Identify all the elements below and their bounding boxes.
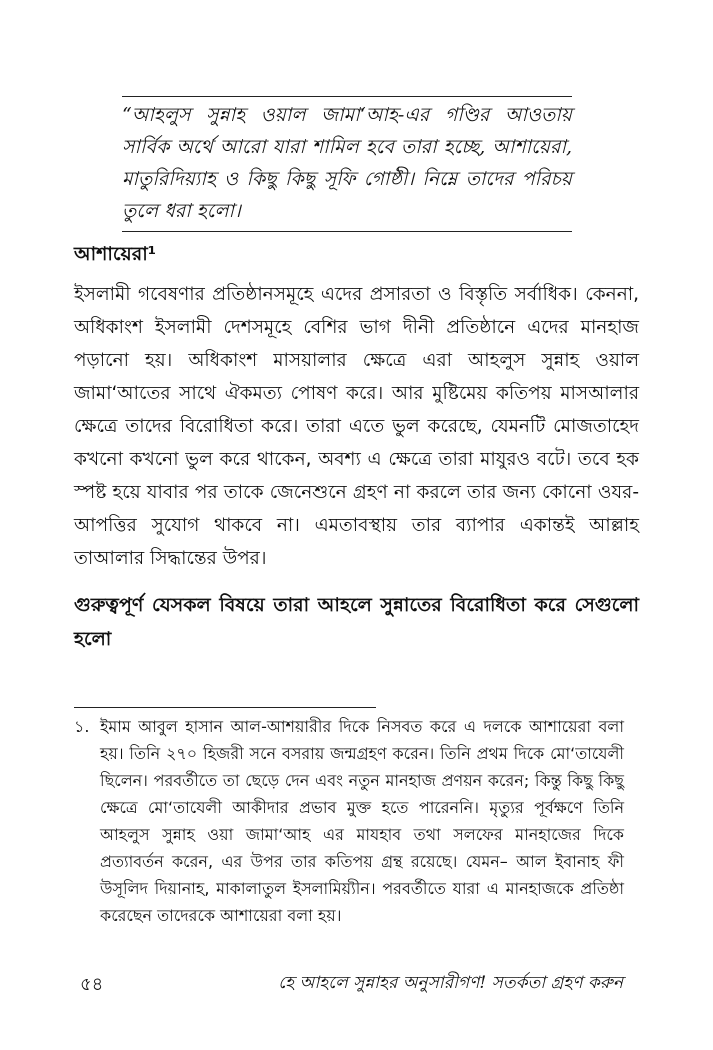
quote-box — [122, 96, 572, 232]
footnote-divider — [74, 707, 376, 708]
page-number: ৫৪ — [80, 974, 104, 995]
section-heading: আশায়েরা¹ — [74, 243, 157, 265]
footnote-text: ইমাম আবুল হাসান আল-আশয়ারীর দিকে নিসবত করে এ দলকে আশায়েরা বলা হয়। তিনি ২৭০ হিজরী সনে বসরায় জন্মগ্রহণ করেন। তিনি প্রথম দিকে মো‘তাযেলী ছিলেন। পরবর্তীতে তা ছেড়ে দেন এবং নতুন মানহাজ প্রণয়ন করেন; কিন্তু কিছু কিছু ক্ষেত্রে মো‘তাযেলী আকীদার প্রভাব মুক্ত হতে পারেননি। মৃত্যুর পূর্বক্ষণে তিনি আহলুস সুন্নাহ ওয়া জামা‘আহ এর মাযহাব তথা সলফের মানহাজের দিকে প্রত্যাবর্তন করেন, এর উপর তার কতিপয় গ্রন্থ রয়েছে। যেমন– আল ইবানাহ ফী উসূলিদ দিয়ানাহ, মাকালাতুল ইসলামিয়্যীন। পরবর্তীতে যারা এ মানহাজকে প্রতিষ্ঠা করেছেন তাদেরকে আশায়েরা বলা হয়। — [100, 717, 624, 925]
section-subheading: গুরুত্বপূর্ণ যেসকল বিষয়ে তারা আহলে সুন্নাতের বিরোধিতা করে সেগুলো হলো — [74, 594, 639, 650]
footnote — [74, 713, 624, 929]
footnote-number: ১. — [74, 717, 90, 736]
running-title: হে আহলে সুন্নাহর অনুসারীগণ! সতর্কতা গ্রহণ করুন — [278, 973, 623, 993]
section-body: ইসলামী গবেষণার প্রতিষ্ঠানসমূহে এদের প্রসারতা ও বিস্তৃতি সর্বাধিক। কেননা, অধিকাংশ ইসলামী দেশসমূহে বেশির ভাগ দীনী প্রতিষ্ঠানে এদের মানহাজ পড়ানো হয়। অধিকাংশ মাসয়ালার ক্ষেত্রে এরা আহলুস সুন্নাহ ওয়াল জামা‘আতের সাথে ঐকমত্য পোষণ করে। আর মুষ্টিমেয় কতিপয় মাসআলার ক্ষেত্রে তাদের বিরোধিতা করে। তারা এতে ভুল করেছে, যেমনটি মোজতাহেদ কখনো কখনো ভুল করে থাকেন, অবশ্য এ ক্ষেত্রে তারা মাযুরও বটে। তবে হক স্পষ্ট হয়ে যাবার পর তাকে জেনেশুনে গ্রহণ না করলে তার জন্য কোনো ওযর-আপত্তির সুযোগ থাকবে না। এমতাবস্থায় তার ব্যাপার একান্তই আল্লাহ তাআলার সিদ্ধান্তের উপর। — [74, 284, 639, 569]
quote-text: “আহলুস সুন্নাহ ওয়াল জামা‘আহ-এর গণ্ডির আওতায় সার্বিক অর্থে আরো যারা শামিল হবে তারা হচ্ছে, আশায়েরা, মাতুরিদিয়্যাহ ও কিছু কিছু সূফি গোষ্ঠী। নিম্নে তাদের পরিচয় তুলে ধরা হলো। — [122, 104, 572, 222]
